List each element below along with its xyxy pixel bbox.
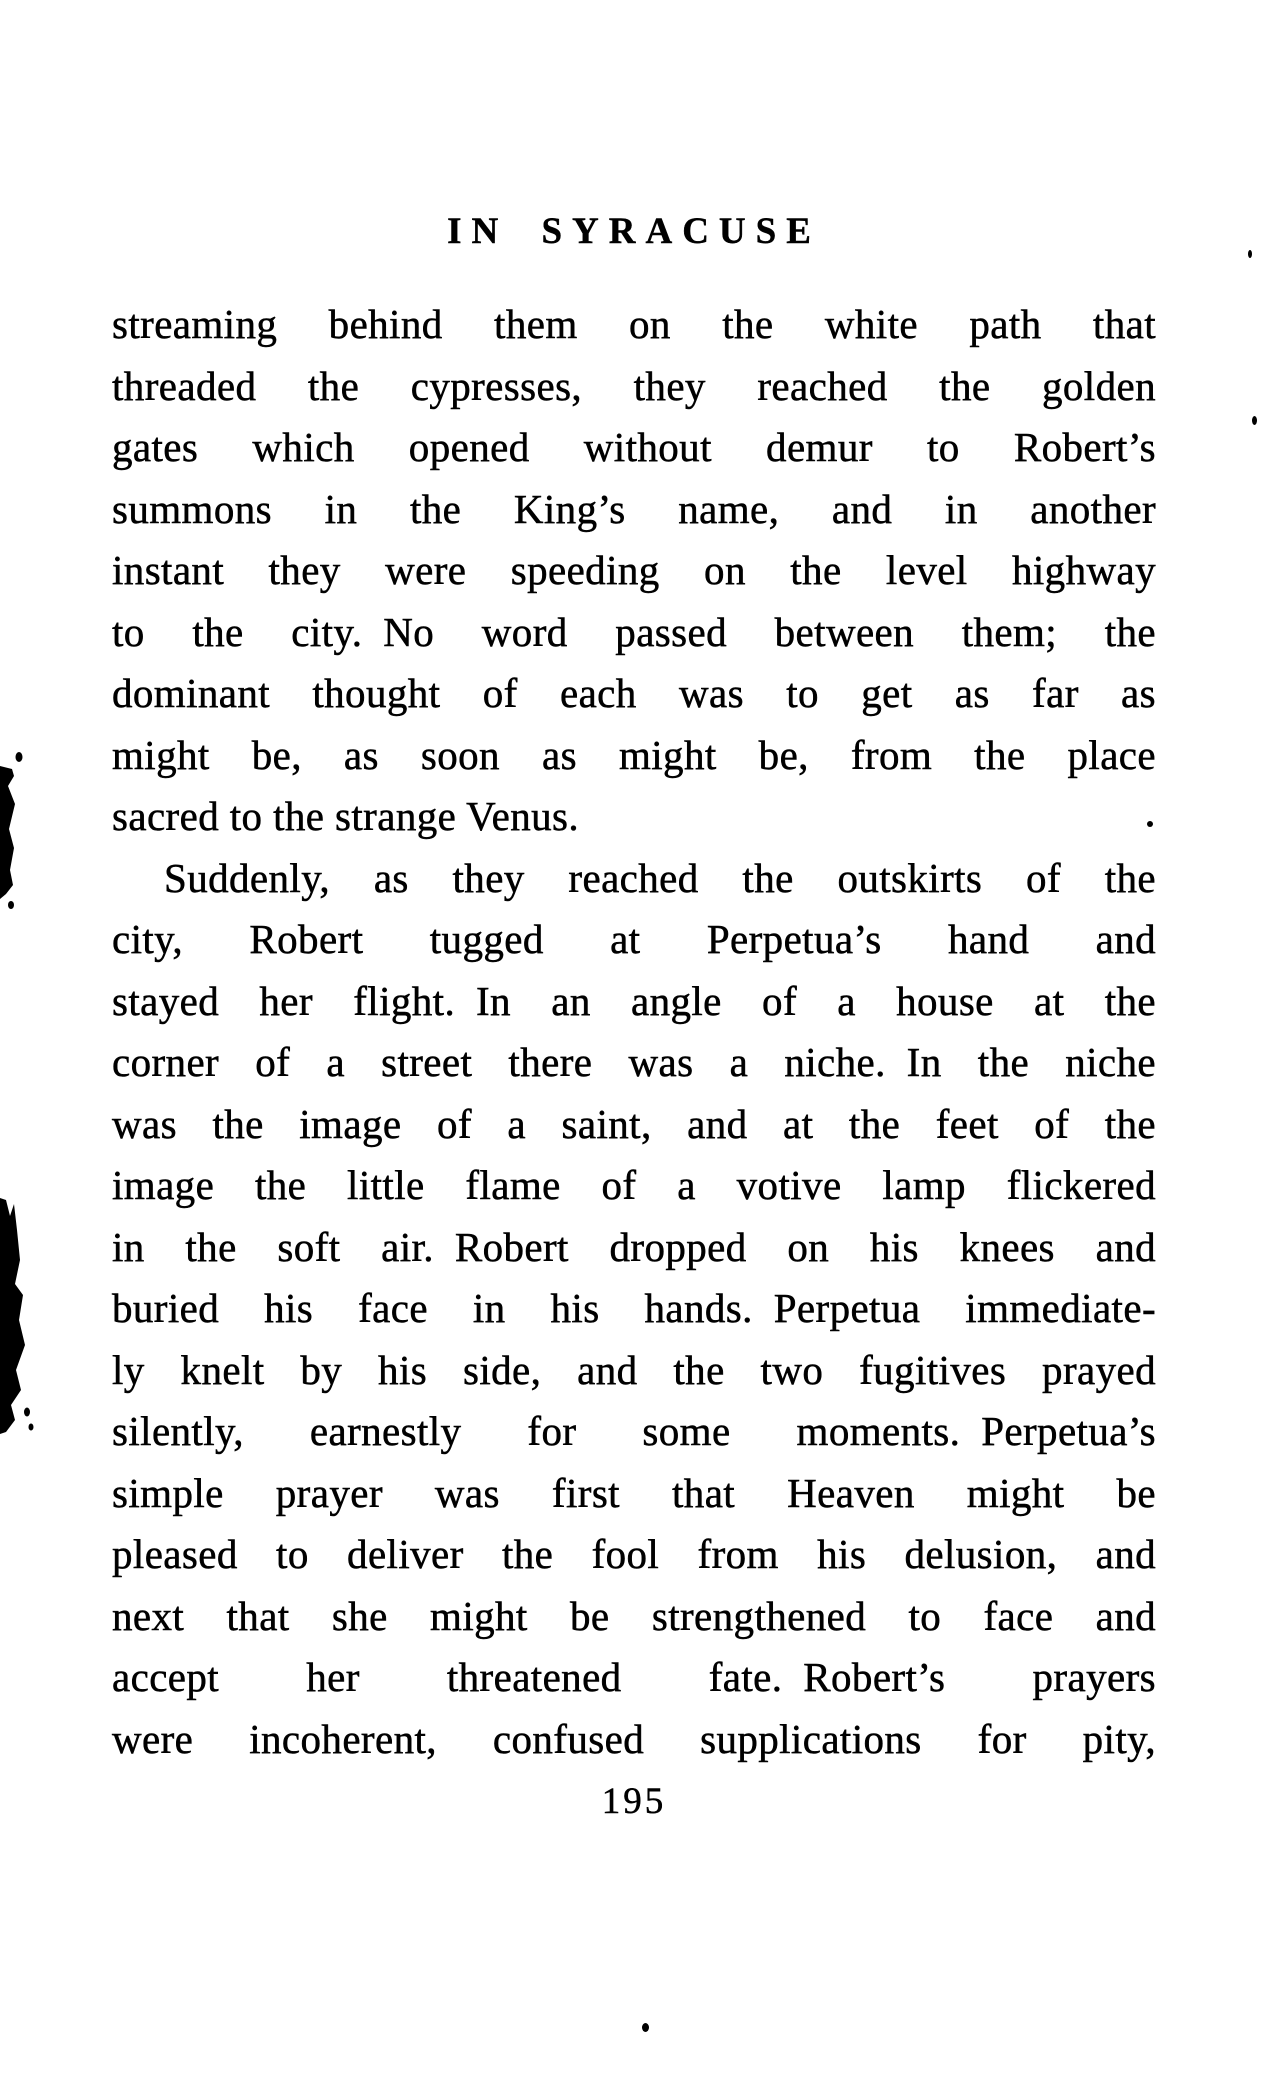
text-line: ly knelt by his side, and the two fugitives prayed (112, 1346, 1156, 1393)
body-text (112, 294, 1156, 1770)
scan-speck (1248, 250, 1252, 258)
scan-speck (1252, 416, 1257, 425)
scan-artifact-blob-upper (0, 750, 30, 912)
text-line: instant they were speeding on the level highway (112, 547, 1156, 593)
text-line: gates which opened without demur to Robert’s (112, 424, 1156, 470)
text-line: pleased to deliver the fool from his delusion, and (112, 1531, 1156, 1577)
text-line: simple prayer was first that Heaven might be (112, 1469, 1156, 1516)
page-header: IN SYRACUSE (447, 211, 821, 252)
text-line: dominant thought of each was to get as far as (112, 670, 1156, 716)
page-number: 195 (601, 1781, 667, 1822)
text-line: summons in the King’s name, and in another (112, 485, 1156, 532)
text-line: sacred to the strange Venus. (112, 793, 580, 839)
text-line: buried his face in his hands. Perpetua immediate- (112, 1285, 1156, 1331)
text-line: corner of a street there was a niche. In the niche (112, 1039, 1156, 1085)
text-line: Suddenly, as they reached the outskirts of the (164, 854, 1156, 901)
scan-speck (642, 2023, 649, 2032)
text-line: threaded the cypresses, they reached the golden (112, 362, 1156, 409)
text-line: to the city. No word passed between them; the (112, 608, 1156, 655)
scan-speck (1147, 821, 1153, 827)
text-line: image the little flame of a votive lamp flickered (112, 1162, 1156, 1208)
text-line: stayed her flight. In an angle of a house at the (112, 977, 1156, 1024)
text-line: in the soft air. Robert dropped on his knees and (112, 1223, 1156, 1270)
text-line: city, Robert tugged at Perpetua’s hand and (112, 916, 1156, 962)
text-line: silently, earnestly for some moments. Perpetua’s (112, 1408, 1156, 1454)
text-line: next that she might be strengthened to face and (112, 1592, 1156, 1639)
text-line: might be, as soon as might be, from the place (112, 731, 1156, 778)
text-line: streaming behind them on the white path that (112, 301, 1156, 347)
text-line: was the image of a saint, and at the feet of the (112, 1100, 1156, 1147)
text-line: were incoherent, confused supplications for pity, (112, 1715, 1156, 1762)
scan-artifact-blob-lower (0, 1196, 36, 1440)
text-line: accept her threatened fate. Robert’s prayers (112, 1654, 1156, 1700)
